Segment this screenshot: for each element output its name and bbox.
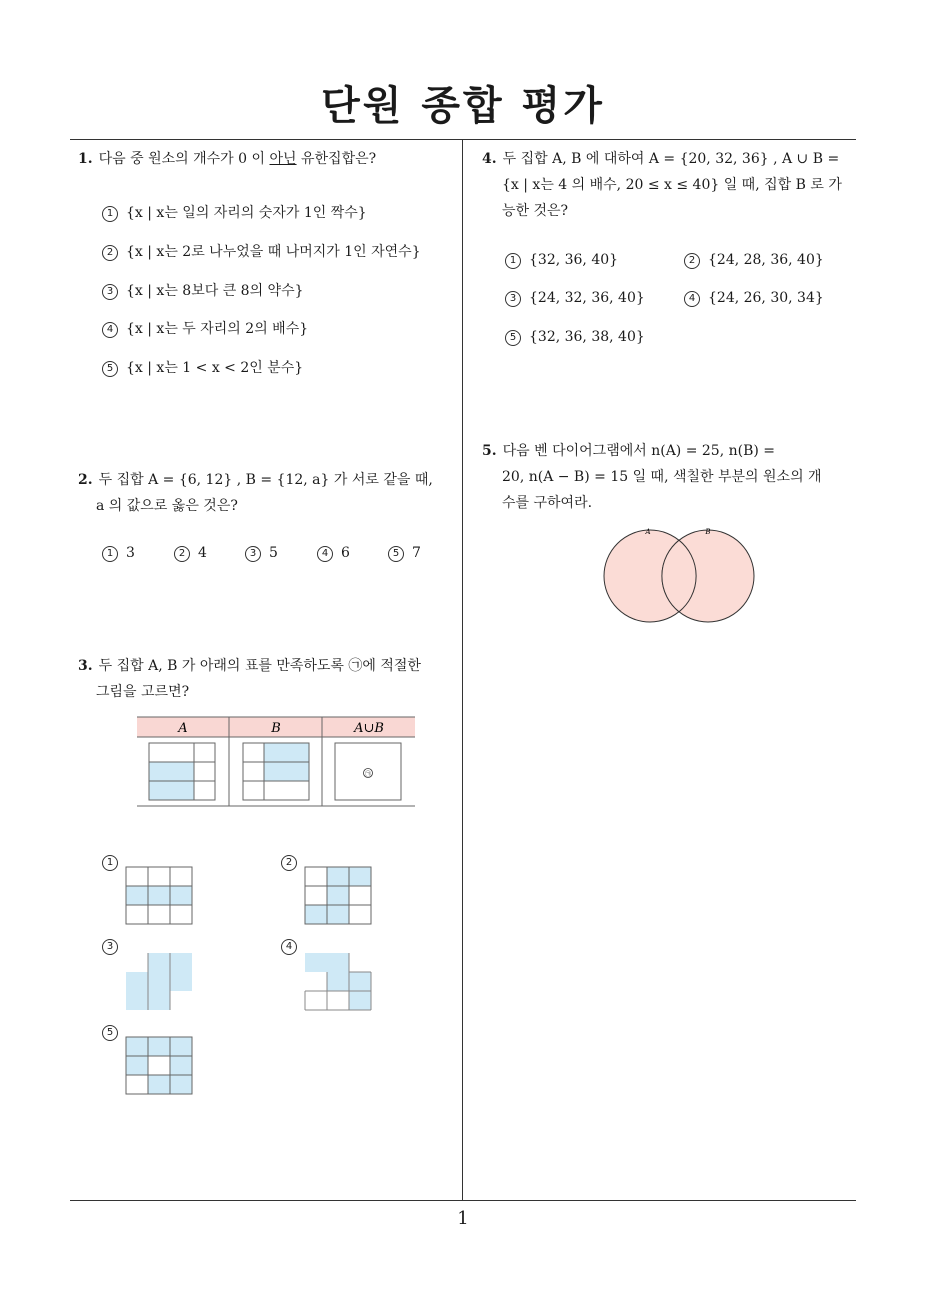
choice-text: 7 (412, 545, 421, 561)
choice-mark: 2 (281, 855, 297, 871)
q4-choice-5[interactable] (505, 329, 645, 346)
q3-set-table (135, 716, 417, 810)
q3-choice-4-grid[interactable] (304, 952, 374, 1012)
choice-mark: 1 (102, 206, 118, 222)
choice-mark: 1 (102, 855, 118, 871)
q4-choice-4[interactable] (684, 290, 824, 307)
venn-label-b: B (705, 528, 711, 536)
question-stem-line3: 수를 구하여라. (502, 495, 593, 511)
top-rule (70, 139, 856, 140)
choice-mark: 4 (684, 291, 700, 307)
page-number: 1 (457, 1208, 469, 1229)
q3-choice-5-mark[interactable] (102, 1024, 126, 1041)
choice-mark: 3 (102, 939, 118, 955)
q4-choice-3[interactable] (505, 290, 645, 307)
choice-mark: 5 (388, 546, 404, 562)
table-header-b: B (271, 721, 281, 736)
venn-label-a: A (645, 528, 651, 536)
choice-mark: 2 (684, 253, 700, 269)
question-5 (482, 438, 862, 516)
choice-text: {24, 32, 36, 40} (529, 290, 645, 306)
question-stem: 두 집합 A = {6, 12} , B = {12, a} 가 서로 같을 때, (98, 472, 433, 488)
set-b-grid (243, 743, 309, 800)
choice-text: 4 (198, 545, 207, 561)
q2-choice-1[interactable] (102, 545, 135, 562)
question-2 (78, 467, 458, 519)
choice-text: 6 (341, 545, 350, 561)
choice-text: {x | x는 1 < x < 2인 분수} (126, 360, 304, 376)
choice-mark: 3 (245, 546, 261, 562)
question-stem-line2: 20, n(A − B) = 15 일 때, 색칠한 부분의 원소의 개 (502, 469, 822, 485)
question-stem: 유한집합은? (296, 151, 377, 167)
choice-text: {x | x는 2로 나누었을 때 나머지가 1인 자연수} (126, 244, 421, 260)
q4-choice-2[interactable] (684, 252, 824, 269)
choice-mark: 3 (102, 284, 118, 300)
q3-choice-3-grid[interactable] (125, 952, 195, 1012)
set-a-grid (149, 743, 215, 800)
venn-diagram (598, 522, 762, 626)
question-number: 2. (78, 472, 93, 488)
choice-text: {x | x는 8보다 큰 8의 약수} (126, 283, 304, 299)
choice-mark: 5 (102, 1025, 118, 1041)
choice-mark: 5 (505, 330, 521, 346)
choice-text: {x | x는 두 자리의 2의 배수} (126, 321, 309, 337)
q3-choice-1-grid[interactable] (125, 866, 195, 926)
choice-mark: 4 (102, 322, 118, 338)
choice-mark: 1 (102, 546, 118, 562)
choice-text: 5 (269, 545, 278, 561)
table-header-a: A (178, 721, 188, 736)
question-stem-underline: 아닌 (269, 151, 297, 167)
choice-mark: 5 (102, 361, 118, 377)
question-number: 3. (78, 658, 93, 674)
question-stem-line2: {x | x는 4 의 배수, 20 ≤ x ≤ 40} 일 때, 집합 B 로 가 (502, 177, 842, 193)
bottom-rule (70, 1200, 856, 1201)
question-4 (482, 146, 862, 224)
choice-mark: 2 (102, 245, 118, 261)
question-3 (78, 653, 460, 705)
choice-mark: 2 (174, 546, 190, 562)
blank-mark: ㉠ (364, 771, 372, 778)
choice-text: 3 (126, 545, 135, 561)
table-header-union: A∪B (354, 721, 384, 736)
choice-text: {32, 36, 38, 40} (529, 329, 645, 345)
question-stem-line2: 그림을 고르면? (96, 684, 190, 700)
choice-mark: 1 (505, 253, 521, 269)
q3-choice-2-mark[interactable] (281, 854, 305, 871)
choice-text: {24, 26, 30, 34} (708, 290, 824, 306)
q1-choice-3[interactable] (102, 280, 304, 300)
q3-choice-3-mark[interactable] (102, 938, 126, 955)
choice-text: {24, 28, 36, 40} (708, 252, 824, 268)
column-divider (462, 139, 463, 1200)
q1-choice-2[interactable] (102, 241, 421, 261)
question-number: 4. (482, 151, 497, 167)
question-stem: 두 집합 A, B 가 아래의 표를 만족하도록 ㉠에 적절한 (98, 658, 421, 674)
question-1 (78, 146, 458, 172)
choice-text: {x | x는 일의 자리의 숫자가 1인 짝수} (126, 205, 367, 221)
q4-choice-1[interactable] (505, 252, 618, 269)
question-stem-line2: a 의 값으로 옳은 것은? (96, 498, 238, 514)
union-blank-box (335, 743, 401, 800)
question-number: 1. (78, 151, 93, 167)
choice-mark: 4 (281, 939, 297, 955)
q2-choice-2[interactable] (174, 545, 207, 562)
q3-choice-5-grid[interactable] (125, 1036, 195, 1096)
q2-choice-3[interactable] (245, 545, 278, 562)
choice-text: {32, 36, 40} (529, 252, 619, 268)
question-stem: 다음 중 원소의 개수가 0 이 (98, 151, 270, 167)
q3-choice-2-grid[interactable] (304, 866, 374, 926)
q1-choice-5[interactable] (102, 357, 303, 377)
question-stem: 두 집합 A, B 에 대하여 A = {20, 32, 36} , A ∪ B = (502, 151, 840, 167)
q3-choice-4-mark[interactable] (281, 938, 305, 955)
question-stem-line3: 능한 것은? (502, 203, 569, 219)
q2-choice-4[interactable] (317, 545, 350, 562)
choice-mark: 3 (505, 291, 521, 307)
question-stem: 다음 벤 다이어그램에서 n(A) = 25, n(B) = (502, 443, 776, 459)
page-title: 단원 종합 평가 (321, 83, 605, 129)
q1-choice-4[interactable] (102, 318, 308, 338)
q1-choice-1[interactable] (102, 202, 367, 222)
q2-choice-5[interactable] (388, 545, 421, 562)
choice-mark: 4 (317, 546, 333, 562)
question-number: 5. (482, 443, 497, 459)
q3-choice-1-mark[interactable] (102, 854, 126, 871)
